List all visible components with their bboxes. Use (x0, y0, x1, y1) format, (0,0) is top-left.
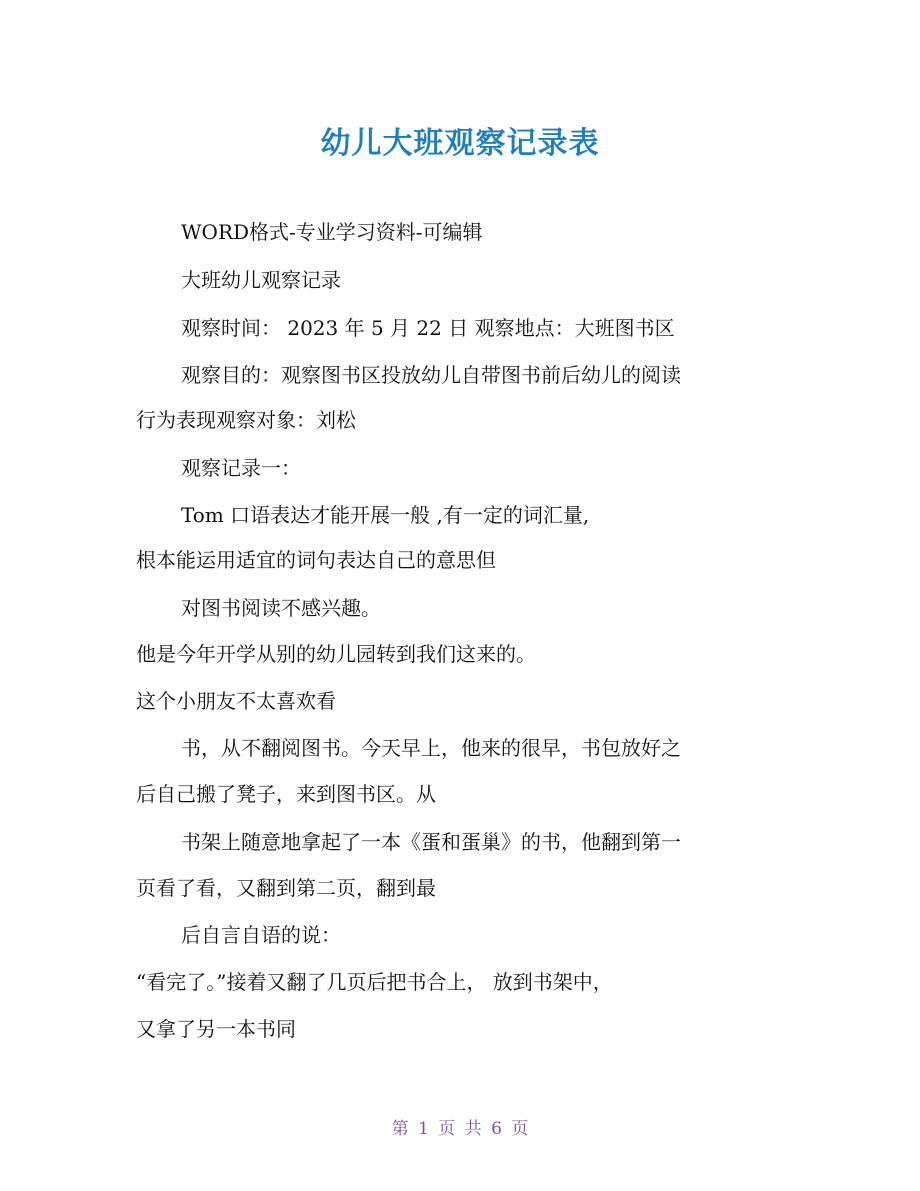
body-line: 行为表现观察对象：刘松 (136, 408, 356, 432)
body-line: 书架上随意地拿起了一本《蛋和蛋巢》的书，他翻到第一 (181, 830, 681, 854)
body-line: 根本能运用适宜的词句表达自己的意思但 (136, 548, 496, 572)
body-line: 书，从不翻阅图书。今天早上，他来的很早，书包放好之 (181, 736, 681, 760)
body-line: 又拿了另一本书同 (136, 1017, 296, 1041)
body-line: 大班幼儿观察记录 (181, 268, 341, 292)
body-line: 后自己搬了凳子，来到图书区。从 (136, 782, 436, 806)
body-line: 观察目的：观察图书区投放幼儿自带图书前后幼儿的阅读 (181, 363, 681, 387)
body-line: 这个小朋友不太喜欢看 (136, 689, 336, 713)
document-title: 幼儿大班观察记录表 (320, 126, 600, 161)
page-number-footer: 第 1 页 共 6 页 (391, 1119, 529, 1139)
body-line: 页看了看，又翻到第二页，翻到最 (136, 876, 436, 900)
body-line: 后自言自语的说： (181, 923, 341, 947)
body-line: 对图书阅读不感兴趣。 (181, 596, 381, 620)
body-line: “看完了。”接着又翻了几页后把书合上， 放到书架中， (136, 970, 613, 994)
body-line: Tom 口语表达才能开展一般 ,有一定的词汇量, (181, 503, 590, 527)
body-line: 他是今年开学从别的幼儿园转到我们这来的。 (136, 642, 536, 666)
body-line: 观察时间： 2023 年 5 月 22 日 观察地点：大班图书区 (181, 316, 675, 340)
body-line: WORD格式-专业学习资料-可编辑 (181, 220, 483, 244)
body-line: 观察记录一： (181, 456, 301, 480)
